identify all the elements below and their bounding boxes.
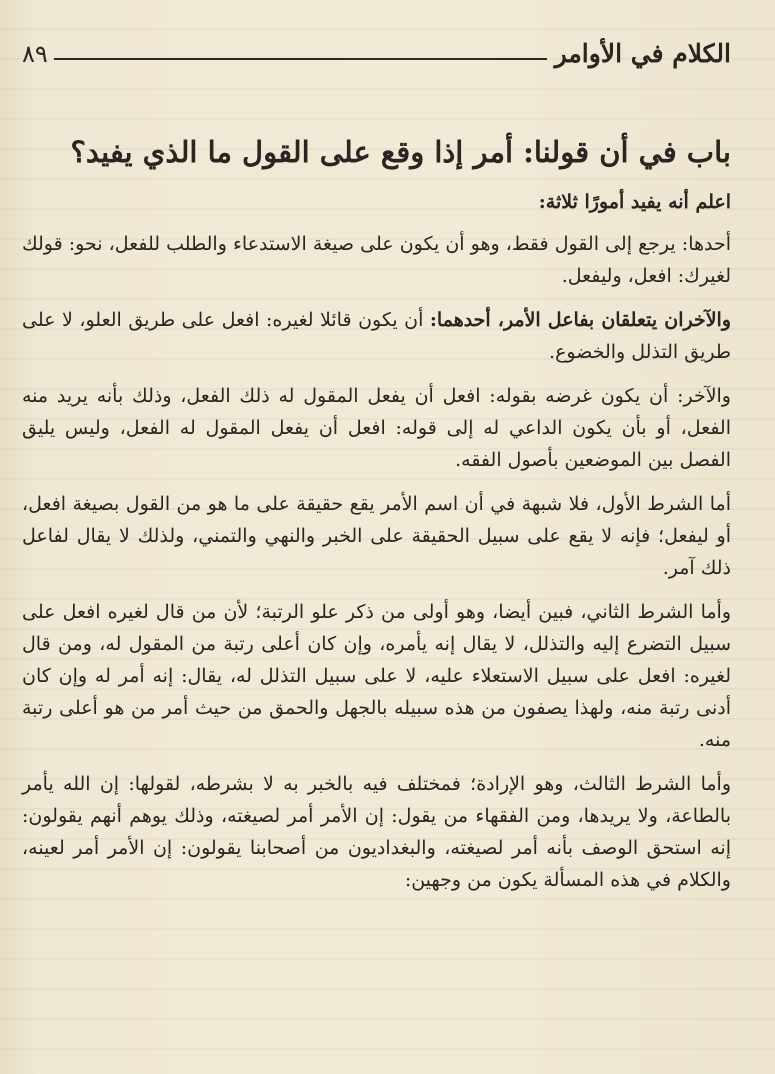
running-title: الكلام في الأوامر — [554, 39, 731, 68]
paragraph — [22, 596, 731, 756]
paragraph-text: أن يكون قائلا لغيره: افعل على طريق العلو، لا على طريق التذلل والخضوع. — [22, 309, 731, 363]
paragraph — [22, 304, 731, 368]
paragraph — [22, 228, 731, 292]
paragraph-text: وأما الشرط الثاني، فبين أيضا، وهو أولى من ذكر علو الرتبة؛ لأن من قال لغيره افعل على سبيل التضرع إليه والتذلل، لا يقال إنه يأمره، وإن كان أعلى رتبة من المقول له، ومن قال لغيره: افعل على سبيل الاستعلاء عليه، لا على سبيل التذلل له، يقال: إنه أمر له وإن كان أدنى رتبة منه، ولهذا يصفون من هذه سبيله بالجهل والحمق من حيث أمر من هو أعلى رتبة منه. — [22, 601, 731, 751]
paragraph-text: أما الشرط الأول، فلا شبهة في أن اسم الأمر يقع حقيقة على ما هو من القول بصيغة افعل، أو ليفعل؛ فإنه لا يقع على سبيل الحقيقة على الخبر والنهي والتمني، ولذلك لا يقال لفاعل ذلك آمر. — [22, 493, 731, 579]
paragraph-text: والآخر: أن يكون غرضه بقوله: افعل أن يفعل المقول له ذلك الفعل، وذلك بأنه يريد منه الفعل، أو بأن يكون الداعي له إلى قوله: افعل أن يفعل المقول له الفعل، وليس يليق الفصل بين الموضعين بأصول الفقه. — [22, 385, 731, 471]
running-header — [22, 28, 731, 68]
paragraph — [22, 380, 731, 476]
paragraph-text: أحدها: يرجع إلى القول فقط، وهو أن يكون على صيغة الاستدعاء والطلب للفعل، نحو: قولك لغيرك: افعل، وليفعل. — [22, 233, 731, 287]
paragraph — [22, 768, 731, 896]
header-rule — [54, 58, 547, 60]
chapter-title: باب في أن قولنا: أمر إذا وقع على القول ما الذي يفيد؟ — [70, 135, 731, 169]
body-text — [22, 186, 731, 896]
paragraph-lead: اعلم أنه يفيد أمورًا ثلاثة: — [538, 191, 731, 213]
paragraph-text: وأما الشرط الثالث، وهو الإرادة؛ فمختلف فيه بالخبر به لا بشرطه، لقولها: إن الله يأمر بالطاعة، ولا يريدها، ومن الفقهاء من يقول: إن الأمر أمر لصيغته، وذلك يوهم أنهم يقولون: إنه استحق الوصف بأنه أمر لصيغته، والبغداديون من أصحابنا يقولون: إن الأمر أمر لعينه، والكلام في هذه المسألة يكون من وجهين: — [22, 773, 731, 891]
paragraph — [22, 186, 731, 218]
paragraph — [22, 488, 731, 584]
page-number: ٨٩ — [22, 40, 48, 68]
paragraph-lead: والآخران يتعلقان بفاعل الأمر، أحدهما: — [429, 309, 731, 331]
